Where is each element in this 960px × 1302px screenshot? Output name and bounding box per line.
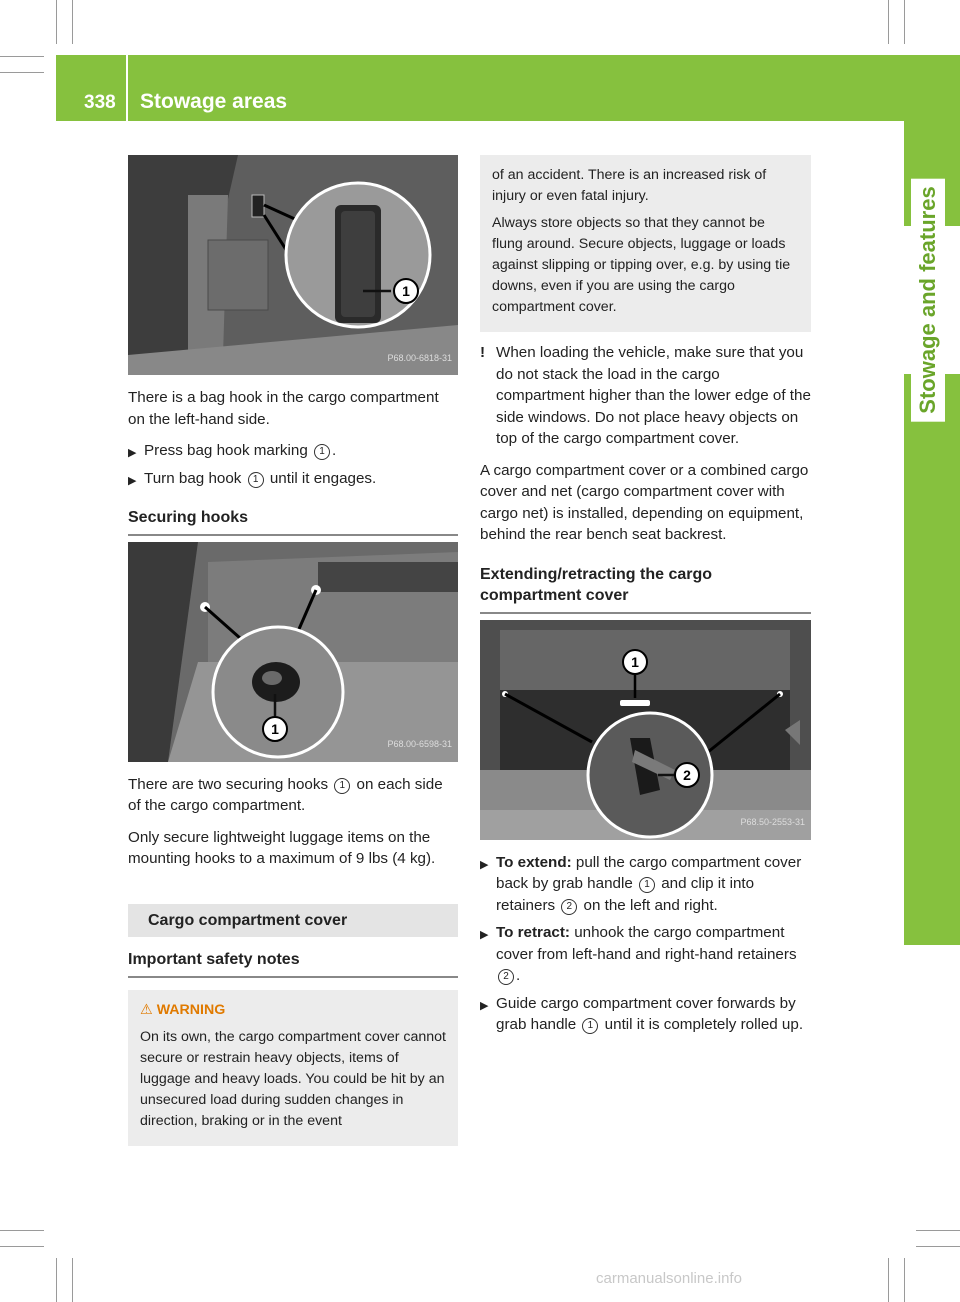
cargo-cover-figure: [480, 620, 811, 840]
warning-text-cont: Always store objects so that they cannot be flung around. Secure objects, luggage or loads against slipping or tipping over, e.g. by using tie downs, even if you are using the cargo compartment cover.: [492, 215, 791, 315]
crop-mark: [0, 1230, 44, 1231]
step-text: until it is completely rolled up.: [600, 1016, 804, 1033]
bag-hook-illustration: [128, 155, 458, 375]
text-part: on each side of the cargo compartment.: [128, 775, 443, 814]
warning-title: [140, 1000, 446, 1021]
marker-1: 1: [248, 472, 264, 488]
crop-mark: [888, 1258, 889, 1302]
securing-hooks-heading: Securing hooks: [128, 507, 458, 536]
securing-hooks-illustration: [128, 542, 458, 762]
marker-1: 1: [314, 444, 330, 460]
marker-1: 1: [631, 653, 639, 670]
warning-icon: ⚠: [140, 1001, 153, 1018]
crop-mark: [72, 1258, 73, 1302]
step-label: To retract:: [496, 924, 570, 941]
step-text: and clip it into retainers: [496, 875, 755, 914]
step-text-end: until it engages.: [265, 469, 377, 487]
step-arrow-icon: ▶: [128, 474, 137, 487]
note-text: When loading the vehicle, make sure that you do not stack the load in the cargo compartment higher than the lower edge of the side windows. Do not place heavy objects on top of the cargo compartment cover.: [496, 344, 811, 447]
lightweight-items-text: Only secure lightweight luggage items on the mounting hooks to a maximum of 9 lbs (4 kg).: [128, 828, 436, 867]
step-press-marking: [128, 440, 458, 462]
marker-2: 2: [498, 969, 514, 985]
cargo-cover-illustration: [480, 620, 811, 840]
crop-mark: [904, 1258, 905, 1302]
cargo-cover-heading: Cargo compartment cover: [128, 904, 458, 938]
crop-mark: [56, 0, 57, 44]
marker-2: 2: [683, 766, 691, 783]
step-arrow-icon: ▶: [480, 929, 489, 941]
step-text-end: .: [332, 442, 337, 459]
figure-code: P68.00-6598-31: [387, 739, 452, 749]
crop-mark: [904, 0, 905, 44]
right-column: [480, 155, 811, 1042]
step-guide-cover: [480, 993, 811, 1036]
marker-2: 2: [561, 899, 577, 915]
extend-retract-heading: Extending/retracting the cargo compartment cover: [480, 564, 811, 614]
step-text: Press bag hook marking: [144, 442, 312, 459]
step-text: Guide cargo compartment cover forwards by grab handle: [496, 994, 796, 1033]
side-tab-label: Stowage and features: [911, 178, 945, 421]
page-number: 338: [84, 92, 116, 113]
marker-1: 1: [334, 778, 350, 794]
step-turn-hook: [128, 468, 458, 490]
warning-text: On its own, the cargo compartment cover cannot secure or restrain heavy objects, items of luggage and heavy loads. You could be hit by an unsecured load during sudden changes in direction, braking or in the event: [140, 1028, 446, 1129]
bag-hook-figure: [128, 155, 458, 375]
warning-text-cont: of an accident. There is an increased risk of injury or even fatal injury.: [492, 167, 767, 204]
header-separator: [126, 55, 128, 121]
bag-hook-text: There is a bag hook in the cargo compartment on the left-hand side.: [128, 389, 439, 428]
securing-hooks-figure: [128, 542, 458, 762]
crop-mark: [888, 0, 889, 44]
step-arrow-icon: ▶: [480, 999, 489, 1012]
crop-mark: [0, 1246, 44, 1247]
warning-box: [128, 990, 458, 1146]
safety-notes-heading: Important safety notes: [128, 949, 458, 978]
step-text: .: [516, 967, 521, 984]
section-title: Stowage areas: [140, 90, 288, 113]
marker-1: 1: [639, 877, 655, 893]
crop-mark: [56, 1258, 57, 1302]
step-extend: [480, 852, 811, 917]
crop-mark: [72, 0, 73, 44]
step-retract: [480, 922, 811, 987]
step-arrow-icon: ▶: [128, 447, 137, 459]
step-text: Turn bag hook: [144, 469, 246, 487]
text-part: There are two securing hooks: [128, 775, 333, 793]
warning-box-continued: [480, 155, 811, 332]
figure-code: P68.50-2553-31: [740, 817, 805, 827]
watermark: carmanualsonline.info: [596, 1270, 742, 1287]
step-arrow-icon: ▶: [480, 858, 489, 871]
crop-mark: [0, 56, 44, 57]
caution-icon: !: [480, 344, 486, 361]
left-column: [128, 155, 458, 1146]
marker-1: 1: [402, 283, 410, 299]
step-text: on the left and right.: [579, 896, 718, 914]
securing-hooks-text: [128, 774, 458, 817]
crop-mark: [916, 1246, 960, 1247]
loading-note: [480, 342, 811, 450]
crop-mark: [0, 72, 44, 73]
figure-code: P68.00-6818-31: [387, 352, 452, 363]
warning-title-text: WARNING: [156, 1001, 226, 1018]
marker-1: 1: [582, 1018, 598, 1034]
step-label: To extend:: [496, 853, 572, 871]
step-text: unhook the cargo compartment cover from left-hand and right-hand retainers: [496, 924, 797, 963]
cover-description: A cargo compartment cover or a combined cargo cover and net (cargo compartment cover with cargo net) is installed, depending on equipment, behind the rear bench seat backrest.: [480, 461, 809, 543]
step-text: pull the cargo compartment cover back by grab handle: [496, 853, 802, 892]
marker-1: 1: [271, 720, 279, 737]
crop-mark: [916, 1230, 960, 1231]
